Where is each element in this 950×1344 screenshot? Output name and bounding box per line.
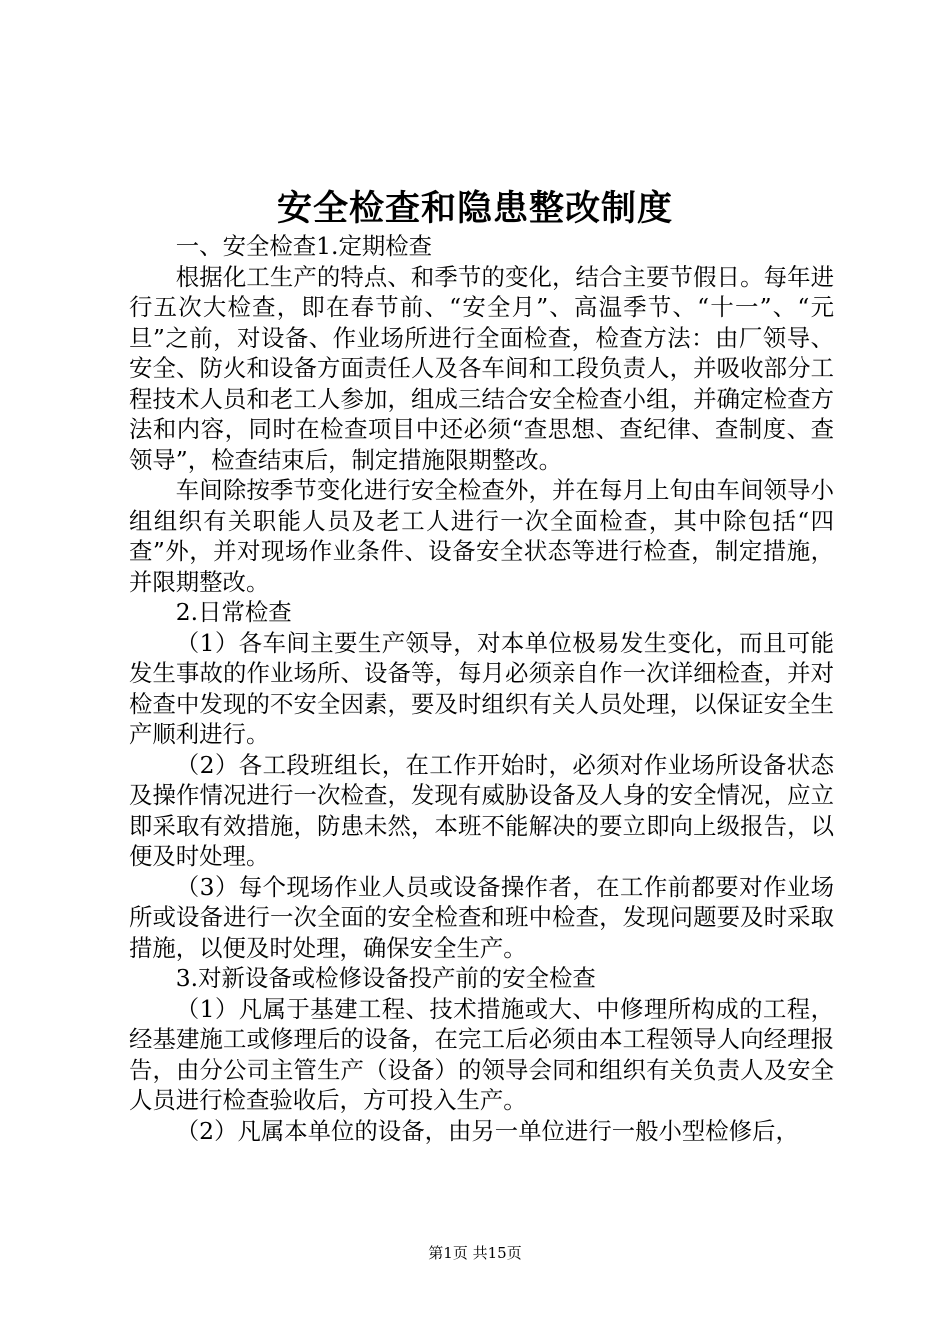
paragraph: （1）凡属于基建工程、技术措施或大、中修理所构成的工程，经基建施工或修理后的设备，在完工后必须由本工程领导人向经理报告，由分公司主管生产（设备）的领导会同和组织有关负责人及安全人员进行检查验收后，方可投入生产。 [129, 994, 834, 1114]
document-title: 安全检查和隐患整改制度 [276, 188, 673, 229]
document-body [129, 231, 834, 1146]
section-heading: 一、安全检查1.定期检查 [175, 232, 433, 260]
paragraph: （2）各工段班组长，在工作开始时，必须对作业场所设备状态及操作情况进行一次检查，发现有威胁设备及人身的安全情况，应立即采取有效措施，防患未然，本班不能解决的要立即向上级报告，以便及时处理。 [129, 750, 834, 870]
page-footer: 第1页 共15页 [428, 1244, 522, 1262]
paragraph: 根据化工生产的特点、和季节的变化，结合主要节假日。每年进行五次大检查，即在春节前、“安全月”、高温季节、“十一”、“元旦”之前，对设备、作业场所进行全面检查，检查方法：由厂领导、安全、防火和设备方面责任人及各车间和工段负责人，并吸收部分工程技术人员和老工人参加，组成三结合安全检查小组，并确定检查方法和内容，同时在检查项目中还必须“查思想、查纪律、查制度、查领导”，检查结束后，制定措施限期整改。 [129, 262, 834, 474]
paragraph: 车间除按季节变化进行安全检查外，并在每月上旬由车间领导小组组织有关职能人员及老工人进行一次全面检查，其中除包括“四查”外，并对现场作业条件、设备安全状态等进行检查，制定措施，并限期整改。 [129, 476, 834, 596]
paragraph: （2）凡属本单位的设备，由另一单位进行一般小型检修后， [175, 1116, 799, 1145]
subsection-heading: 2.日常检查 [175, 598, 292, 626]
paragraph: （1）各车间主要生产领导，对本单位极易发生变化，而且可能发生事故的作业场所、设备等，每月必须亲自作一次详细检查，并对检查中发现的不安全因素，要及时组织有关人员处理，以保证安全生产顺利进行。 [129, 628, 834, 748]
subsection-heading: 3.对新设备或检修设备投产前的安全检查 [175, 964, 596, 992]
paragraph: （3）每个现场作业人员或设备操作者，在工作前都要对作业场所或设备进行一次全面的安全检查和班中检查，发现问题要及时采取措施，以便及时处理，确保安全生产。 [129, 872, 834, 962]
